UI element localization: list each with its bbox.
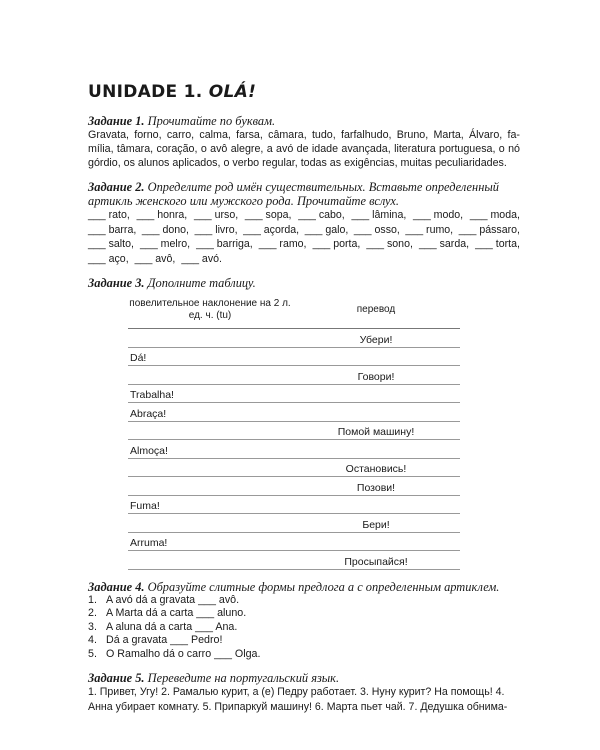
task-3 xyxy=(88,276,520,570)
imperative-cell xyxy=(128,458,292,477)
imperative-cell xyxy=(128,329,292,348)
task-1-text: Gravata, forno, carro, calma, farsa, câmara, tudo, farfalhudo, Bruno, Marta, Álvaro, fa-mília, tâmara, coração, o avô alegre, a avó de idade avançada, literatura portuguesa, o nó górdio, os alunos aplicados, o verbo regular, todas as exigências, muitas peculiaridades. xyxy=(88,129,520,169)
imperative-cell: Abraça! xyxy=(128,403,292,422)
noun-row xyxy=(88,208,520,223)
task-5-label: Задание 5. xyxy=(88,671,145,685)
table-row xyxy=(128,421,460,440)
noun-item: ___ moda, xyxy=(469,209,520,221)
task-2-noun-grid xyxy=(88,208,520,266)
noun-item: ___ livro, xyxy=(194,223,238,236)
noun-item: ___ rato, xyxy=(88,209,130,221)
table-row xyxy=(128,384,460,403)
task-5-instruction: Переведите на португальский язык. xyxy=(147,671,340,685)
task-5-heading xyxy=(88,671,520,685)
table-header-row xyxy=(128,296,460,329)
translation-cell xyxy=(292,403,460,422)
noun-item: ___ pássaro, xyxy=(458,223,520,236)
noun-item: ___ sopa, xyxy=(244,209,292,221)
imperative-table xyxy=(128,296,460,570)
translation-cell: Просыпайся! xyxy=(292,551,460,570)
table-row xyxy=(128,532,460,551)
task-4-label: Задание 4. xyxy=(88,579,145,594)
table-row xyxy=(128,403,460,422)
imperative-cell: Arruma! xyxy=(128,532,292,551)
list-item-number: 2. xyxy=(88,607,97,619)
noun-item: ___ sarda, xyxy=(419,238,470,250)
task-3-label: Задание 3. xyxy=(88,276,145,290)
task-2-heading xyxy=(88,180,520,208)
task-2-label: Задание 2. xyxy=(88,180,145,194)
task-2-instruction: Определите род имён существительных. Вставьте определенный артикль женского или мужского рода. Прочитайте вслух. xyxy=(88,180,499,208)
imperative-cell xyxy=(128,514,292,533)
noun-item: ___ lâmina, xyxy=(351,209,407,221)
translation-cell xyxy=(292,532,460,551)
task-4-heading xyxy=(88,580,520,594)
column-header-imperative: повелительное наклонение на 2 л. ед. ч. (tu) xyxy=(128,296,292,329)
translation-cell: Позови! xyxy=(292,477,460,496)
noun-item: ___ osso, xyxy=(353,223,400,236)
noun-row xyxy=(88,252,520,267)
task-2 xyxy=(88,180,520,266)
noun-item: ___ porta, xyxy=(312,238,361,250)
list-item-text: A avó dá a gravata ___ avô. xyxy=(106,593,240,606)
list-item-number: 5. xyxy=(88,647,97,660)
translation-cell: Бери! xyxy=(292,514,460,533)
noun-item: ___ rumo, xyxy=(405,223,454,236)
translation-cell xyxy=(292,384,460,403)
unit-title-emphasis: OLÁ! xyxy=(208,82,257,102)
list-item-text: O Ramalho dá o carro ___ Olga. xyxy=(106,647,261,660)
noun-item: ___ torta, xyxy=(475,238,520,250)
unit-title xyxy=(88,82,520,102)
list-item xyxy=(88,648,520,662)
translation-cell: Говори! xyxy=(292,366,460,385)
imperative-cell xyxy=(128,366,292,385)
table-row xyxy=(128,366,460,385)
table-row xyxy=(128,329,460,348)
task-4-list xyxy=(88,594,520,662)
noun-item: ___ barriga, xyxy=(196,238,253,250)
table-row xyxy=(128,495,460,514)
noun-item: ___ melro, xyxy=(140,238,191,250)
task-1 xyxy=(88,114,520,170)
translation-cell xyxy=(292,347,460,366)
noun-item: ___ sono, xyxy=(366,238,413,250)
imperative-table-body xyxy=(128,329,460,570)
table-row xyxy=(128,347,460,366)
imperative-cell: Trabalha! xyxy=(128,384,292,403)
task-5 xyxy=(88,671,520,715)
noun-row xyxy=(88,237,520,252)
task-1-label: Задание 1. xyxy=(88,114,145,128)
noun-row xyxy=(88,223,520,238)
task-5-text: 1. Привет, Угу! 2. Рамалью курит, а (е) Педру работает. 3. Нуну курит? На помощь! 4. Анна убирает комнату. 5. Припаркуй машину! 6. Марта пьет чай. 7. Дедушка обнима- xyxy=(88,686,508,713)
task-1-instruction: Прочитайте по буквам. xyxy=(147,114,276,128)
unit-title-prefix: UNIDADE 1. xyxy=(88,82,203,102)
noun-item: ___ galo, xyxy=(304,223,349,236)
list-item xyxy=(88,621,520,635)
imperative-cell xyxy=(128,421,292,440)
translation-cell: Помой машину! xyxy=(292,421,460,440)
table-row xyxy=(128,477,460,496)
noun-item: ___ honra, xyxy=(136,209,188,221)
noun-item: ___ avô, xyxy=(134,252,176,265)
task-3-heading xyxy=(88,276,520,290)
task-1-heading xyxy=(88,114,520,128)
noun-item: ___ cabo, xyxy=(298,209,345,221)
list-item-text: A Marta dá a carta ___ aluno. xyxy=(106,607,247,619)
task-4-instruction: Образуйте слитные формы предлога a с определенным артиклем. xyxy=(147,579,500,594)
translation-cell xyxy=(292,495,460,514)
list-item xyxy=(88,594,520,608)
textbook-page xyxy=(88,82,520,725)
list-item-text: Dá a gravata ___ Pedro! xyxy=(106,634,223,646)
imperative-cell: Dá! xyxy=(128,347,292,366)
translation-cell: Убери! xyxy=(292,329,460,348)
imperative-cell xyxy=(128,477,292,496)
task-3-instruction: Дополните таблицу. xyxy=(147,276,256,290)
translation-cell xyxy=(292,440,460,459)
noun-item: ___ salto, xyxy=(88,238,134,250)
list-item-text: A aluna dá a carta ___ Ana. xyxy=(106,620,238,633)
noun-item: ___ ramo, xyxy=(258,238,307,250)
list-item xyxy=(88,634,520,648)
table-row xyxy=(128,551,460,570)
noun-item: ___ barra, xyxy=(88,223,137,236)
task-4 xyxy=(88,580,520,662)
table-row xyxy=(128,440,460,459)
column-header-translation: перевод xyxy=(292,296,460,329)
noun-item: ___ açorda, xyxy=(243,223,300,236)
noun-item: ___ urso, xyxy=(194,209,239,221)
noun-item: ___ aço, xyxy=(88,252,129,265)
imperative-cell: Fuma! xyxy=(128,495,292,514)
noun-item: ___ avó. xyxy=(181,252,222,265)
list-item-number: 3. xyxy=(88,620,97,633)
table-row xyxy=(128,514,460,533)
list-item-number: 4. xyxy=(88,634,97,646)
translation-cell: Остановись! xyxy=(292,458,460,477)
imperative-cell: Almoça! xyxy=(128,440,292,459)
table-row xyxy=(128,458,460,477)
list-item-number: 1. xyxy=(88,593,97,606)
noun-item: ___ dono, xyxy=(141,223,190,236)
noun-item: ___ modo, xyxy=(413,209,464,221)
list-item xyxy=(88,607,520,621)
imperative-cell xyxy=(128,551,292,570)
